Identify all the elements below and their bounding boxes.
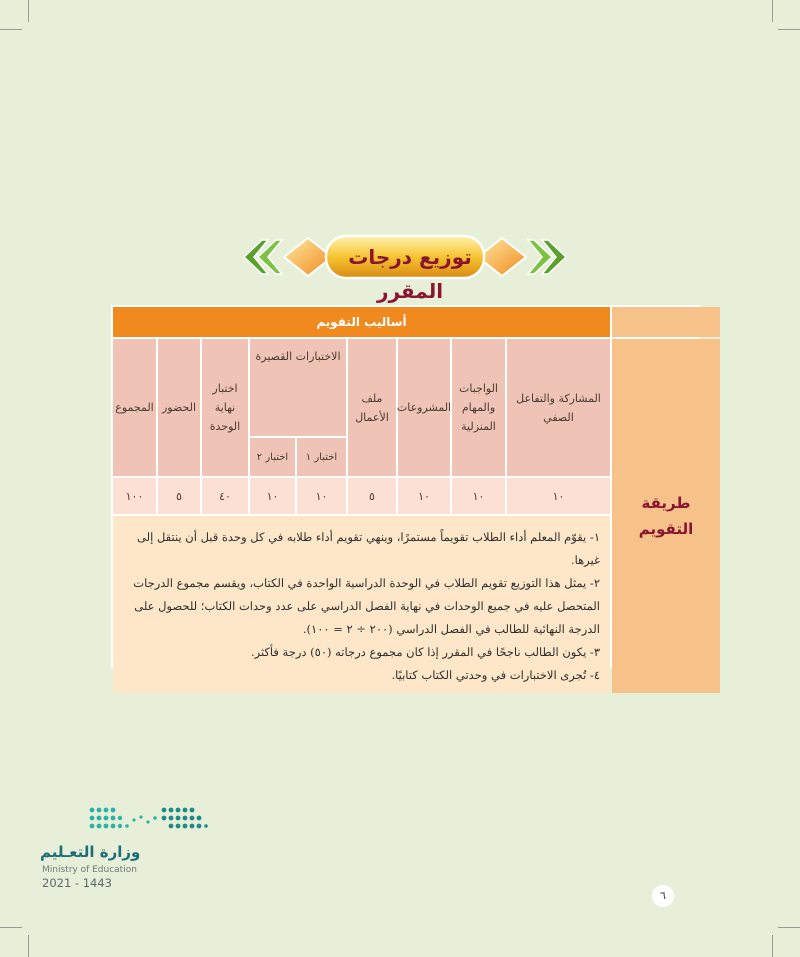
note-item: ٤- تُجرى الاختبارات في وحدتي الكتاب كتابيًا. — [391, 668, 600, 682]
title-banner — [240, 226, 570, 303]
table-cell: ١٠٠ — [113, 478, 156, 514]
column-header: المشاركة والتفاعل الصفي — [507, 339, 610, 476]
table-cell: ٥ — [348, 478, 396, 514]
page-number: ٦ — [652, 885, 674, 907]
table-cell: ١٠ — [452, 478, 505, 514]
side-label-line: التقويم — [638, 520, 694, 538]
table-group-header: أساليب التقويم — [113, 307, 610, 337]
note-item: ٢- يمثل هذا التوزيع تقويم الطلاب في الوحدة الدراسية الواحدة في الكتاب، ويقسم مجموع الدرجات المتحصل عليه في جميع الوحدات في نهاية الفصل الدراسي على عدد وحدات الكتاب؛ للحصول على الدرجة النهائية للطالب في الفصل الدراسي (٢٠٠ ÷ ٢ = ١٠٠). — [133, 576, 600, 636]
note-item: ٣- يكون الطالب ناجحًا في المقرر إذا كان مجموع درجاته (٥٠) درجة فأكثر. — [250, 645, 600, 659]
ministry-logo-icon — [88, 805, 208, 835]
crop-mark — [0, 927, 22, 928]
side-label-line: طريقة — [641, 494, 691, 512]
column-header: اختبار نهاية الوحدة — [202, 339, 248, 476]
column-header: المجموع — [113, 339, 156, 476]
table-cell: ٤٠ — [202, 478, 248, 514]
table-cell: ١٠ — [297, 478, 346, 514]
edition-year: 2021 - 1443 — [42, 876, 112, 890]
table-cell: ١٠ — [398, 478, 450, 514]
ministry-logo — [30, 805, 200, 895]
crop-mark — [772, 935, 773, 957]
note-item: ١- يقوّم المعلم أداء الطلاب تقويماً مستمرًا، وينهي تقويم أداء طلابه في كل وحدة قبل أن ينتقل إلى غيرها. — [137, 530, 600, 567]
sub-column-header: اختبار ٢ — [250, 438, 295, 476]
column-header: المشروعات — [398, 339, 450, 476]
table-cell: ١٠ — [250, 478, 295, 514]
column-header: ملف الأعمال — [348, 339, 396, 476]
ministry-name-arabic: وزارة التعـليم — [40, 843, 141, 861]
crop-mark — [0, 29, 22, 30]
crop-mark — [28, 935, 29, 957]
table-cell: ٥ — [158, 478, 200, 514]
crop-mark — [28, 0, 29, 22]
table-cell: ١٠ — [507, 478, 610, 514]
side-header-cell — [612, 307, 720, 337]
crop-mark — [778, 29, 800, 30]
column-header: الاختبارات القصيرة — [250, 339, 346, 436]
notes-block — [113, 516, 610, 693]
evaluation-table — [111, 305, 700, 682]
column-header: الواجبات والمهام المنزلية — [452, 339, 505, 476]
side-label-cell — [612, 339, 720, 693]
page-title: توزيع درجات المقرر — [348, 245, 472, 303]
sub-column-header: اختبار ١ — [297, 438, 346, 476]
crop-mark — [772, 0, 773, 22]
ministry-name-english: Ministry of Education — [42, 865, 137, 875]
column-header: الحضور — [158, 339, 200, 476]
crop-mark — [778, 927, 800, 928]
